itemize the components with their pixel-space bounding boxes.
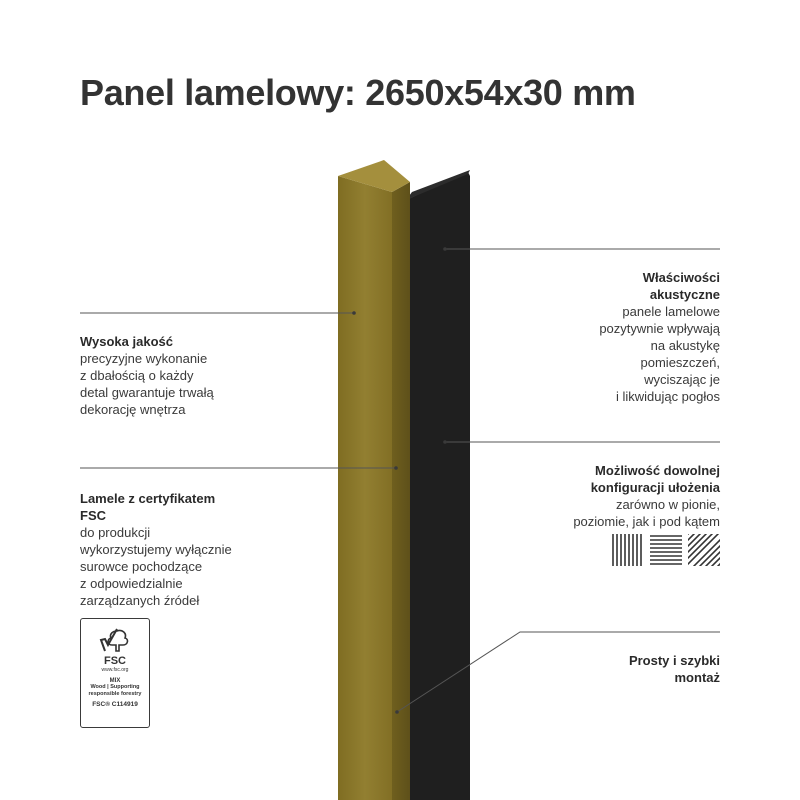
feature-quality-heading: Wysoka jakość <box>80 334 173 349</box>
feature-fsc-body: do produkcji wykorzystujemy wyłącznie surowce pochodzące z odpowiedzialnie zarządzanych źródeł <box>80 525 232 608</box>
fsc-logo <box>80 618 150 728</box>
feature-quality <box>80 333 214 418</box>
callout-dot-quality <box>352 311 356 315</box>
feature-assembly <box>629 652 720 686</box>
feature-layout-heading: Możliwość dowolnej konfiguracji ułożenia <box>590 463 720 495</box>
lamella-side <box>392 182 410 800</box>
feature-fsc-heading: Lamele z certyfikatem FSC <box>80 491 216 523</box>
horizontal-lines-icon <box>650 534 682 566</box>
callout-dot-fsc <box>394 466 398 470</box>
feature-quality-body: precyzyjne wykonanie z dbałością o każdy detal gwarantuje trwałą dekorację wnętrza <box>80 351 214 417</box>
fsc-logo-name: FSC <box>104 655 126 667</box>
fsc-logo-url: www.fsc.org <box>101 667 129 673</box>
fsc-logo-code: FSC® C114919 <box>92 701 138 708</box>
page-title: Panel lamelowy: 2650x54x30 mm <box>80 72 636 113</box>
fsc-tree-check-icon <box>97 625 133 655</box>
feature-assembly-heading: Prosty i szybki montaż <box>628 653 720 685</box>
lamella-front <box>338 176 392 800</box>
felt-backing <box>404 172 470 800</box>
feature-acoustic-body: panele lamelowe pozytywnie wpływają na akustykę pomieszczeń, wyciszając je i likwidując pogłos <box>599 304 720 404</box>
feature-acoustic <box>599 269 720 405</box>
diagonal-lines-icon <box>688 534 720 566</box>
fsc-logo-sub: Wood | Supporting responsible forestry <box>88 684 142 697</box>
callout-dot-acoustic <box>443 247 447 251</box>
vertical-lines-icon <box>611 534 643 566</box>
fsc-logo-mix: MIX <box>109 678 121 684</box>
callout-dot-layout <box>443 440 447 444</box>
callout-dot-assembly <box>395 710 399 714</box>
feature-acoustic-heading: Właściwości akustyczne <box>642 270 720 302</box>
feature-fsc <box>80 490 232 609</box>
feature-layout-body: zarówno w pionie, poziomie, jak i pod kątem <box>573 497 720 529</box>
feature-layout <box>573 462 720 530</box>
